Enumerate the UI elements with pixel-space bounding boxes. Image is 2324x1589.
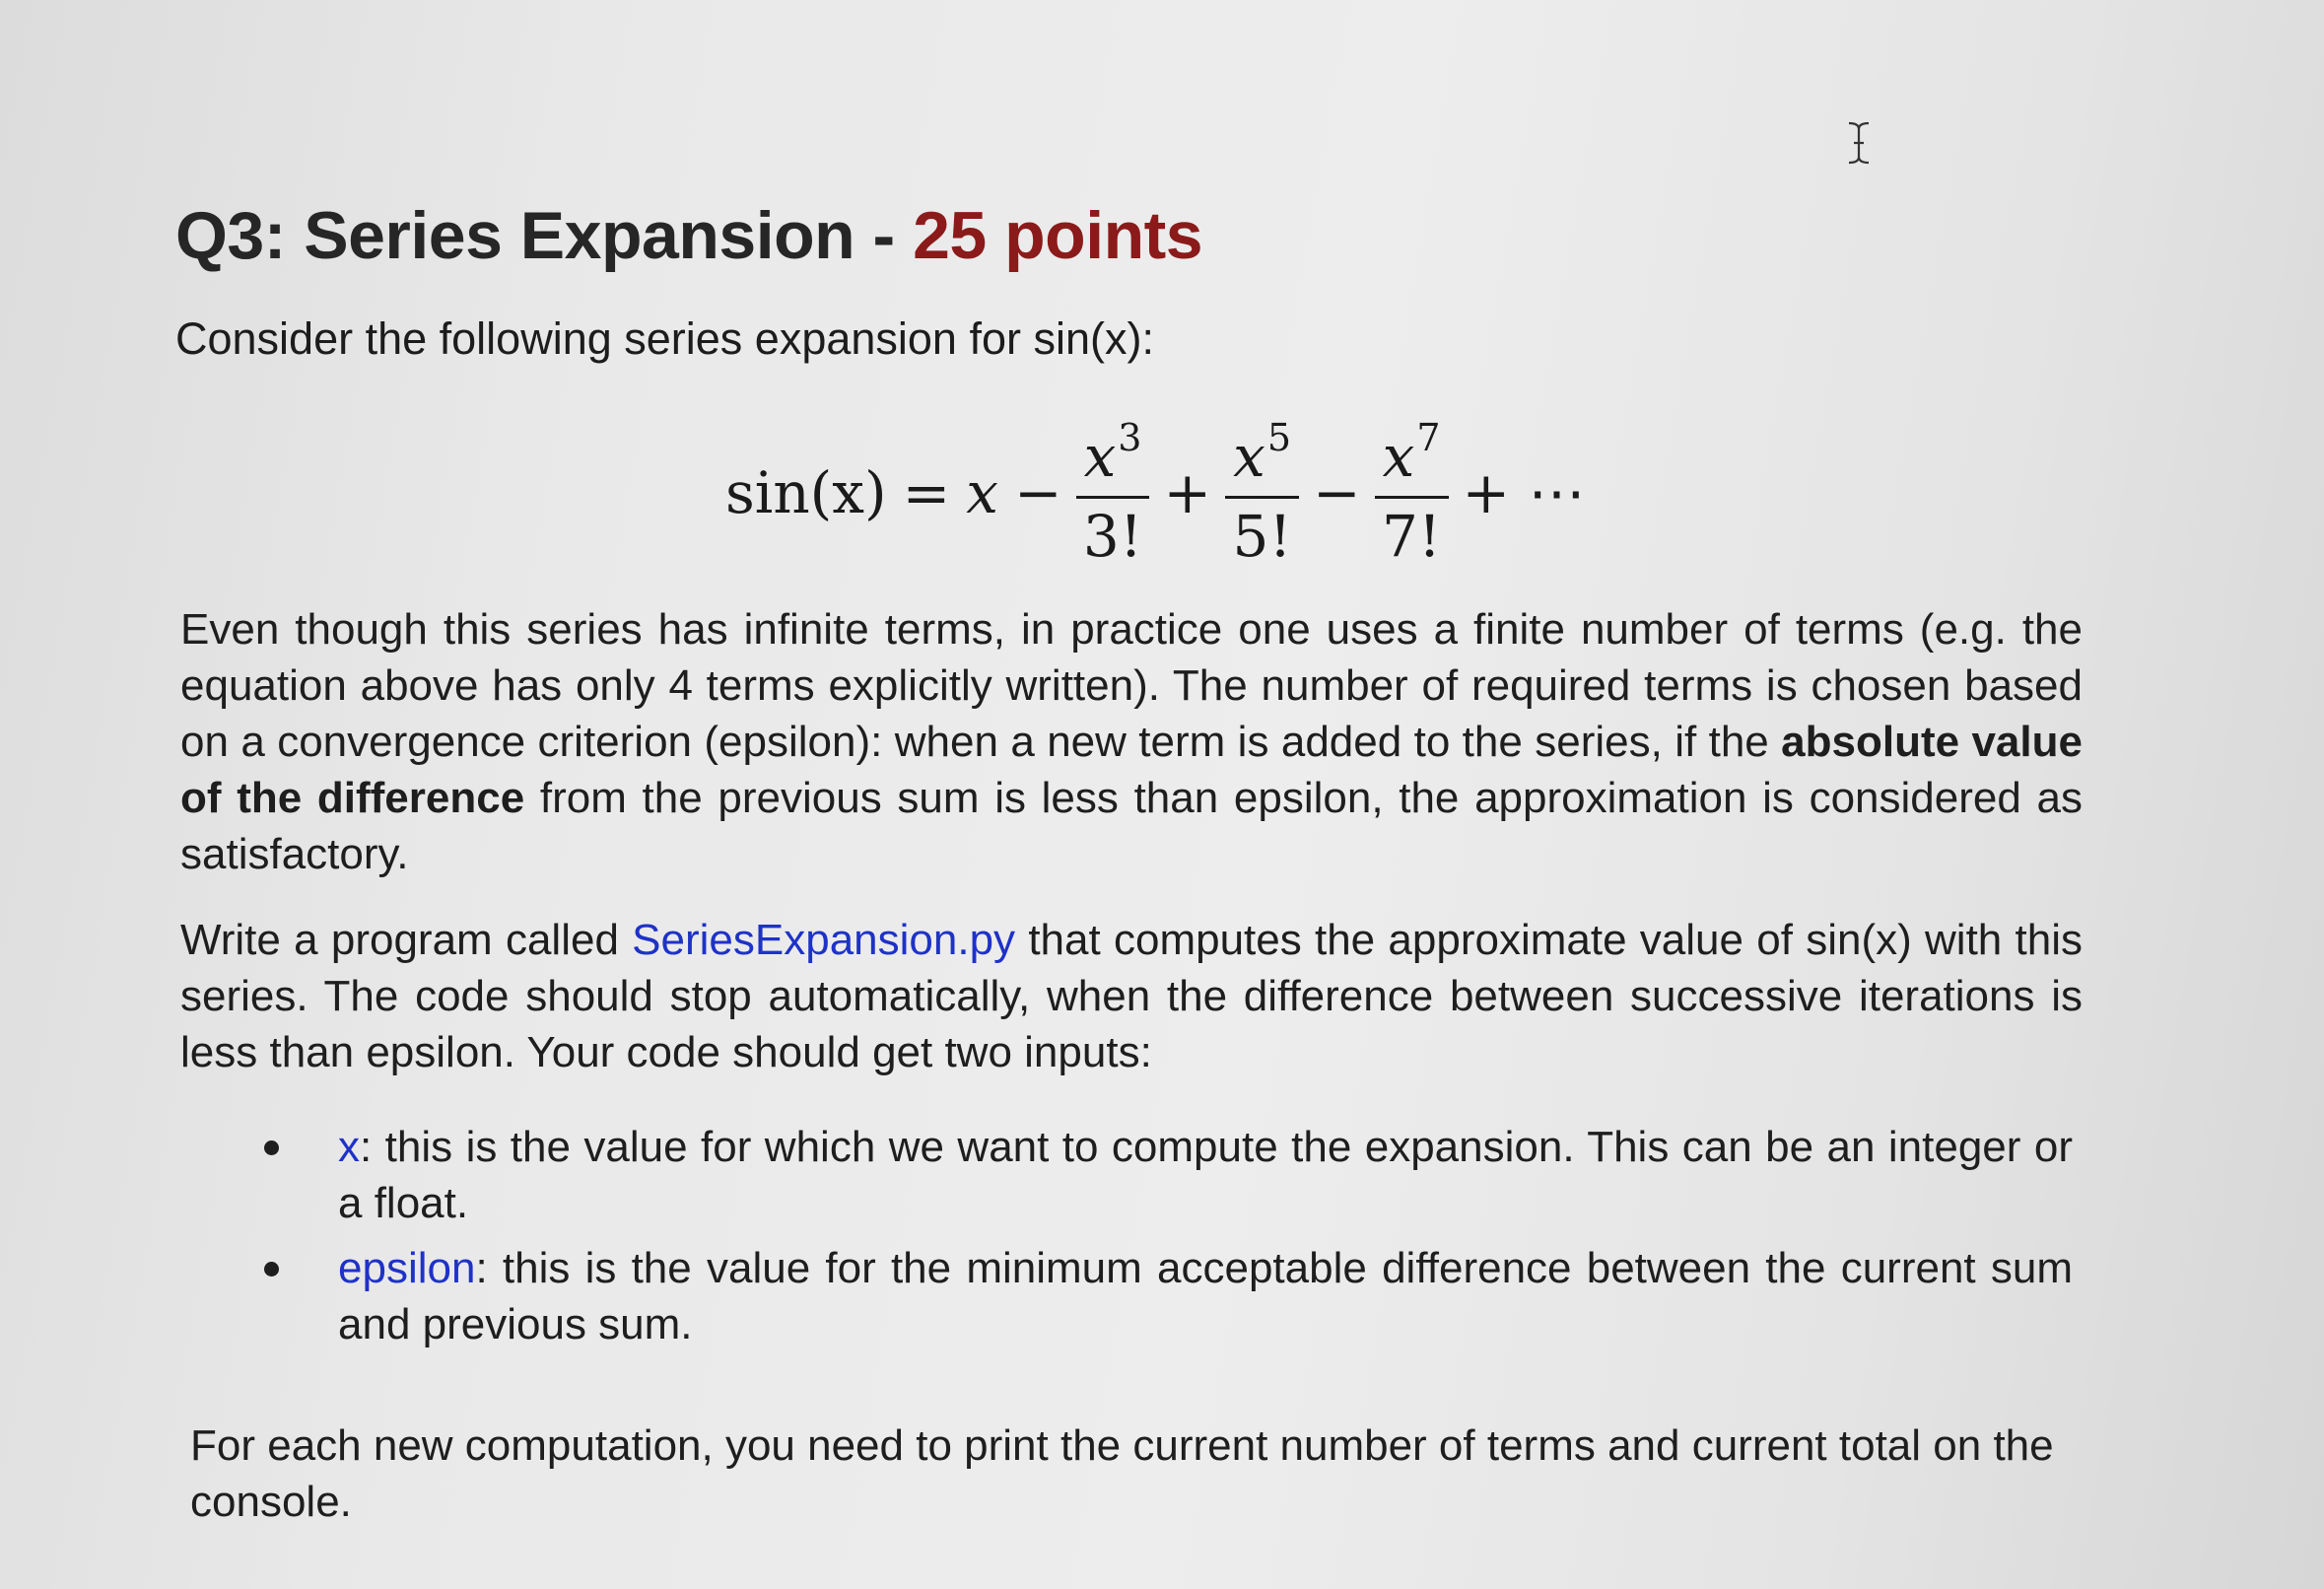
- fraction-numerator: $x^5$: [1225, 416, 1299, 499]
- input-name-epsilon: epsilon: [338, 1244, 476, 1292]
- question-points: 25 points: [913, 198, 1203, 273]
- question-title-text: Q3: Series Expansion -: [175, 198, 914, 273]
- fraction-denominator: 7!: [1381, 503, 1442, 570]
- program-filename: SeriesExpansion.py: [632, 916, 1016, 964]
- equation-sign: −: [1313, 459, 1361, 526]
- equation-lhs: sin(x): [725, 459, 887, 526]
- fraction-denominator: 5!: [1232, 503, 1292, 570]
- equation-first-term: x: [966, 459, 998, 526]
- question-title: [175, 197, 1202, 274]
- output-paragraph: For each new computation, you need to print the current number of terms and current total on the console.: [190, 1421, 2054, 1526]
- equation-tail: + ⋯: [1462, 459, 1586, 526]
- convergence-paragraph: Even though this series has infinite terms, in practice one uses a finite number of terms (e.g. the equation above has only 4 terms explicitly written). The number of required terms is chosen based on a convergence criterion (epsilon): when a new term is added to the series, if the absolute value of the difference from the previous sum is less than epsilon, the approximation is considered as satisfactory.: [180, 605, 2083, 878]
- equation-sign: −: [1013, 459, 1062, 526]
- equation-equals: =: [902, 459, 951, 526]
- fraction-denominator: 3!: [1082, 503, 1143, 570]
- program-paragraph: Write a program called SeriesExpansion.py that computes the approximate value of sin(x) with this series. The code should stop automatically, when the difference between successive iterations is less than epsilon. Your code should get two inputs:: [180, 916, 2083, 1076]
- fraction-numerator: $x^7$: [1375, 416, 1449, 499]
- list-item: x: this is the value for which we want to compute the expansion. This can be an integer or a float.: [338, 1123, 2073, 1227]
- bold-emphasis: absolute value of the difference: [180, 718, 2083, 822]
- intro-text: Consider the following series expansion for sin(x):: [175, 313, 1154, 364]
- text-cursor-icon: [1845, 120, 1873, 166]
- bullet-icon: [264, 1262, 279, 1277]
- input-name-x: x: [338, 1123, 360, 1171]
- list-item: epsilon: this is the value for the minimum acceptable difference between the current sum and previous sum.: [338, 1244, 2073, 1348]
- equation-fraction: [1076, 416, 1150, 570]
- sine-series-equation: [719, 404, 1596, 582]
- equation-fraction: [1225, 416, 1299, 570]
- equation-fraction: [1375, 416, 1449, 570]
- fraction-numerator: $x^3$: [1076, 416, 1150, 499]
- equation-sign: +: [1163, 459, 1212, 526]
- bullet-icon: [264, 1140, 279, 1155]
